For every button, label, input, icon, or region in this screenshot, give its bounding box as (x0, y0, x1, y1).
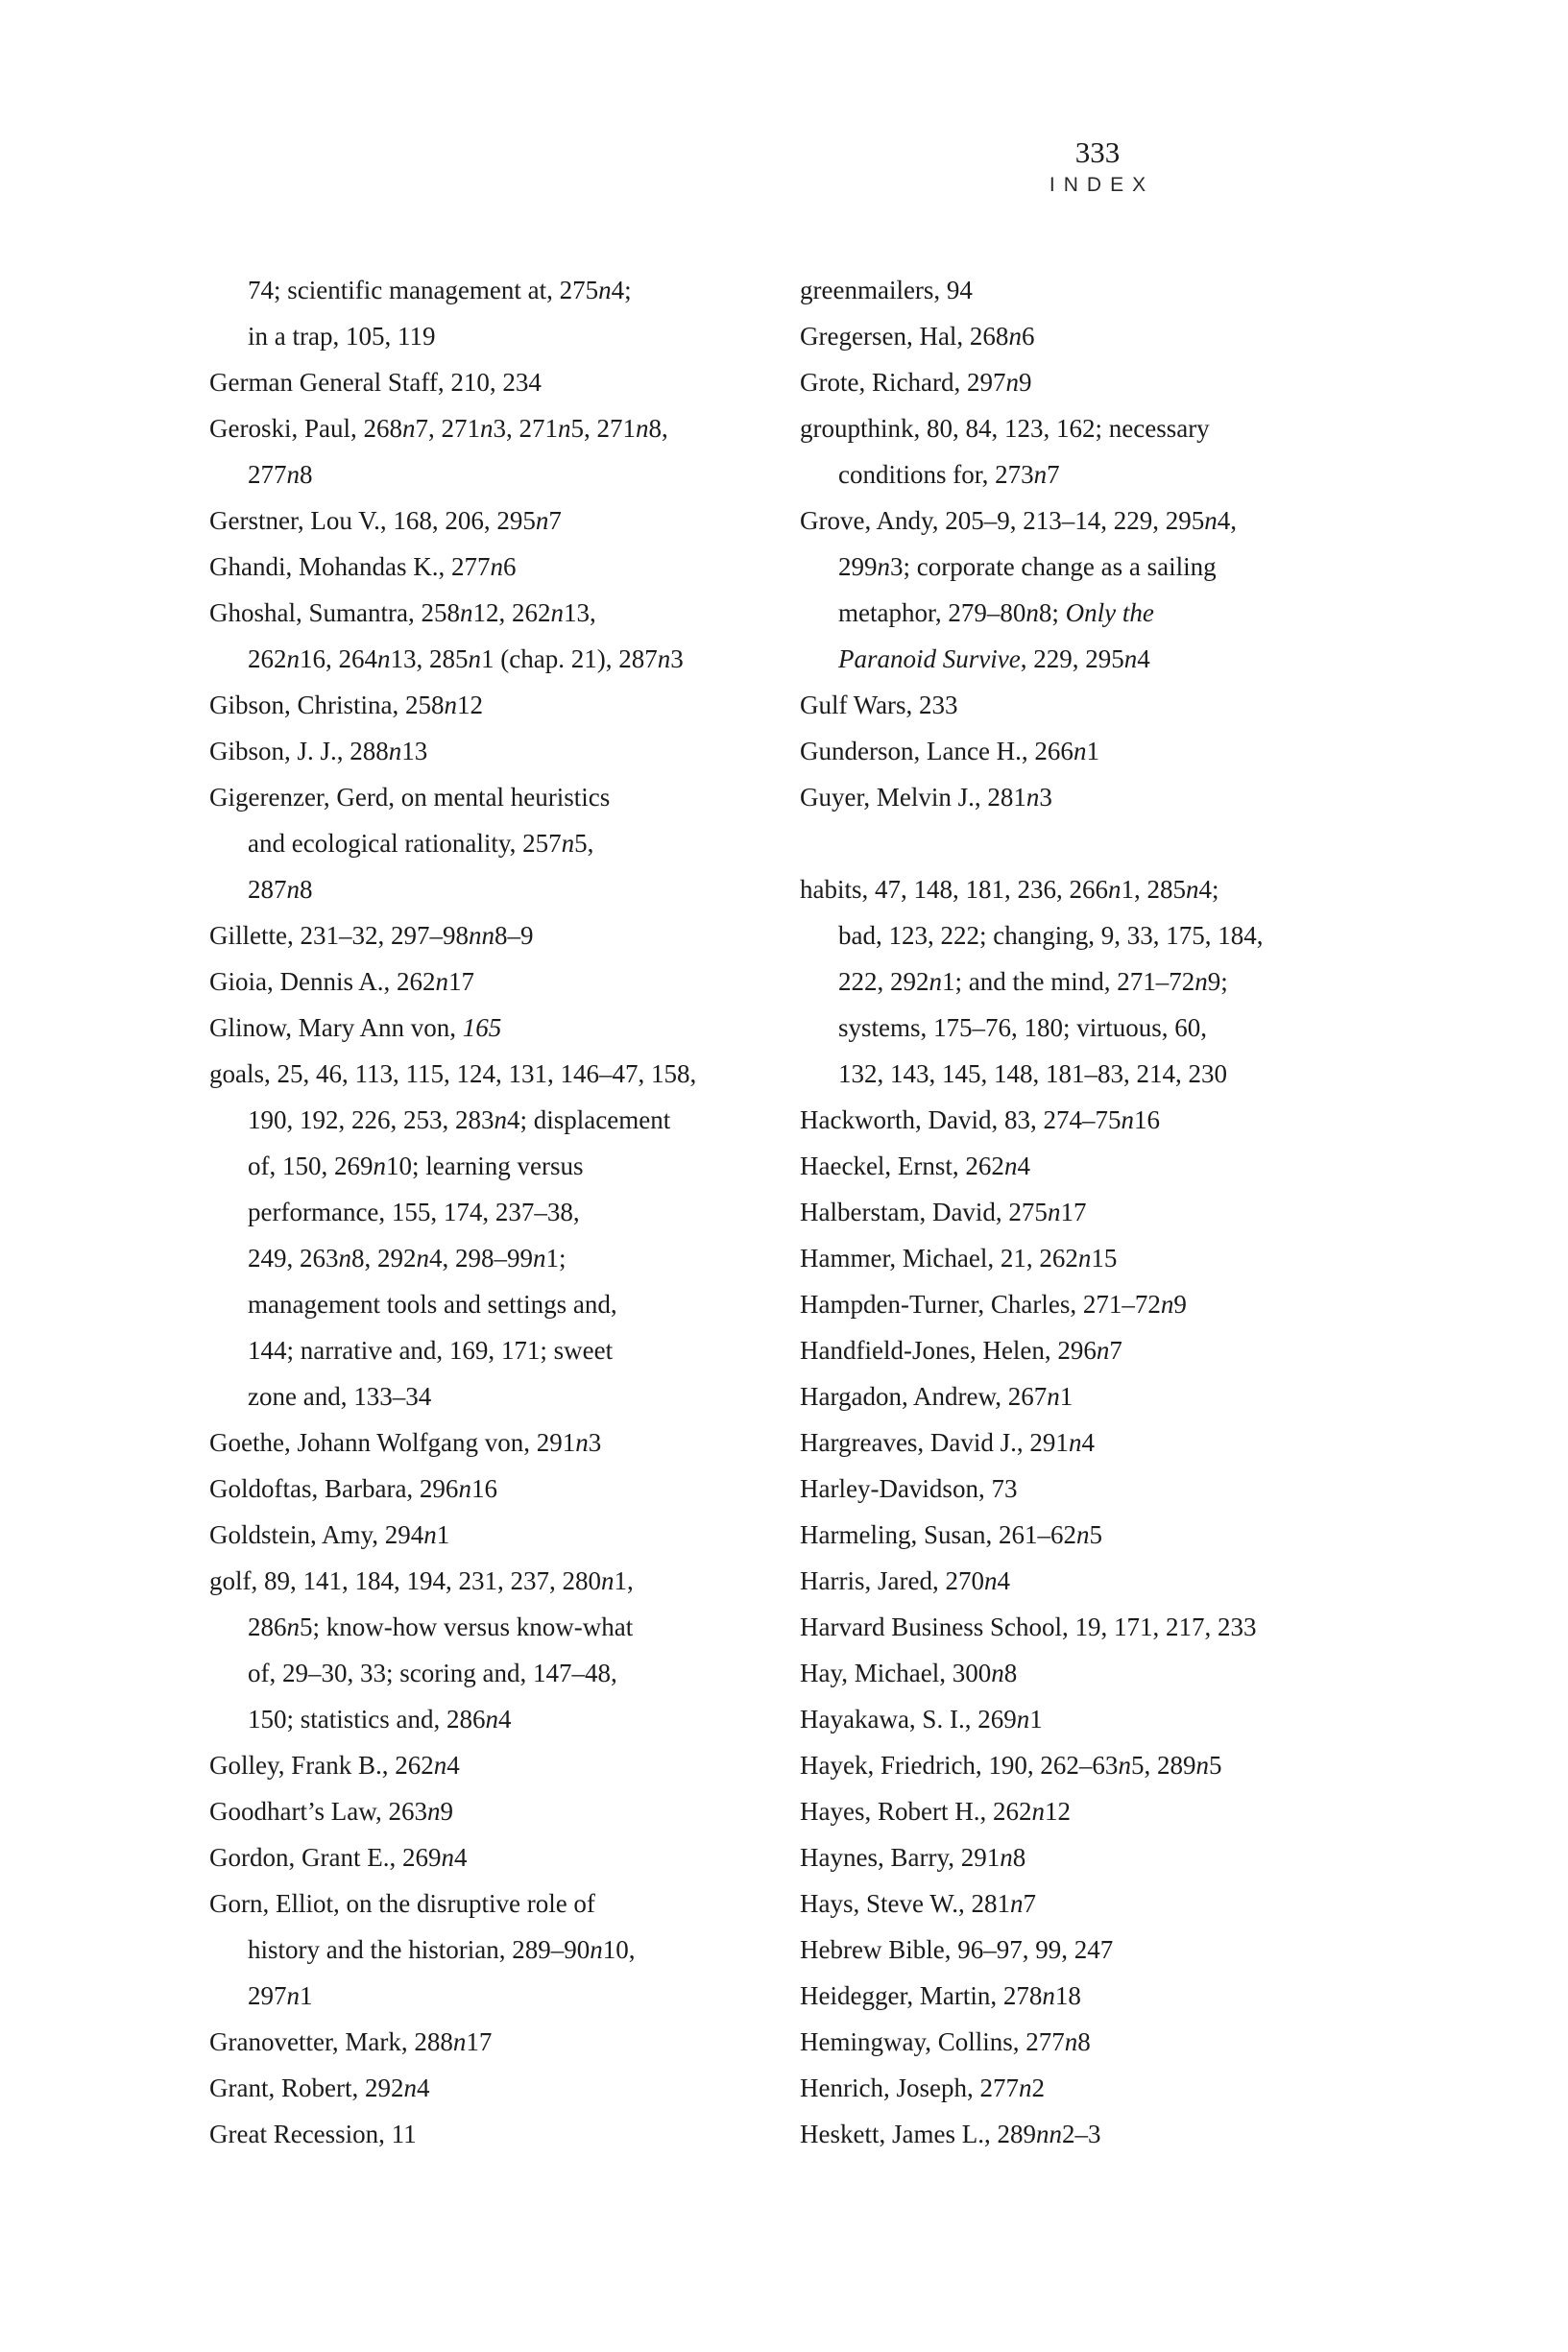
index-line: bad, 123, 222; changing, 9, 33, 175, 184, (838, 921, 1264, 950)
index-line: Hammer, Michael, 21, 262n15 (800, 1244, 1118, 1273)
index-line: history and the historian, 289–90n10, (248, 1935, 636, 1964)
index-line: Goldoftas, Barbara, 296n16 (209, 1474, 497, 1503)
index-line: Handfield-Jones, Helen, 296n7 (800, 1336, 1122, 1365)
index-line: metaphor, 279–80n8; Only the (838, 598, 1154, 627)
index-line: conditions for, 273n7 (838, 460, 1060, 489)
page-number: 333 (1074, 135, 1121, 169)
index-line: 150; statistics and, 286n4 (248, 1705, 512, 1734)
index-line: Hargadon, Andrew, 267n1 (800, 1382, 1073, 1411)
index-line: of, 29–30, 33; scoring and, 147–48, (248, 1659, 617, 1687)
index-line: Harley-Davidson, 73 (800, 1474, 1018, 1503)
index-column-left (209, 267, 790, 2157)
index-line: Harvard Business School, 19, 171, 217, 233 (800, 1612, 1257, 1641)
index-line: Grant, Robert, 292n4 (209, 2073, 430, 2102)
page-header (800, 136, 1395, 197)
index-line: Hays, Steve W., 281n7 (800, 1889, 1036, 1918)
index-line: Halberstam, David, 275n17 (800, 1198, 1087, 1226)
index-line: Gordon, Grant E., 269n4 (209, 1843, 468, 1872)
index-line: Geroski, Paul, 268n7, 271n3, 271n5, 271n8, (209, 414, 668, 443)
index-line: Guyer, Melvin J., 281n3 (800, 783, 1052, 812)
index-line: of, 150, 269n10; learning versus (248, 1152, 584, 1180)
index-line: Hebrew Bible, 96–97, 99, 247 (800, 1935, 1114, 1964)
index-line: 190, 192, 226, 253, 283n4; displacement (248, 1105, 671, 1134)
index-line: 262n16, 264n13, 285n1 (chap. 21), 287n3 (248, 644, 684, 673)
index-line: Grove, Andy, 205–9, 213–14, 229, 295n4, (800, 506, 1237, 535)
index-line: Gibson, J. J., 288n13 (209, 737, 428, 765)
index-blank-line (800, 820, 1395, 866)
index-line: Haeckel, Ernst, 262n4 (800, 1152, 1030, 1180)
index-line: Harris, Jared, 270n4 (800, 1566, 1010, 1595)
index-line: German General Staff, 210, 234 (209, 368, 542, 397)
index-line: and ecological rationality, 257n5, (248, 829, 594, 858)
index-line: 286n5; know-how versus know-what (248, 1612, 634, 1641)
index-line: Hayakawa, S. I., 269n1 (800, 1705, 1043, 1734)
index-line: Heidegger, Martin, 278n18 (800, 1981, 1081, 2010)
index-line: Gigerenzer, Gerd, on mental heuristics (209, 783, 611, 812)
index-line: 277n8 (248, 460, 313, 489)
index-line: greenmailers, 94 (800, 276, 973, 304)
index-line: Hayes, Robert H., 262n12 (800, 1797, 1071, 1826)
index-line: Gorn, Elliot, on the disruptive role of (209, 1889, 595, 1918)
index-line: Goodhart’s Law, 263n9 (209, 1797, 453, 1826)
index-line: Gulf Wars, 233 (800, 691, 958, 719)
index-line: Heskett, James L., 289nn2–3 (800, 2120, 1101, 2148)
index-line: 249, 263n8, 292n4, 298–99n1; (248, 1244, 567, 1273)
index-line: Paranoid Survive, 229, 295n4 (838, 644, 1150, 673)
index-line: systems, 175–76, 180; virtuous, 60, (838, 1013, 1208, 1042)
index-line: golf, 89, 141, 184, 194, 231, 237, 280n1, (209, 1566, 634, 1595)
index-line: 297n1 (248, 1981, 313, 2010)
index-line: Hay, Michael, 300n8 (800, 1659, 1018, 1687)
index-line: Gunderson, Lance H., 266n1 (800, 737, 1099, 765)
index-line: in a trap, 105, 119 (248, 322, 436, 351)
index-line: Hargreaves, David J., 291n4 (800, 1428, 1095, 1457)
index-line: 74; scientific management at, 275n4; (248, 276, 632, 304)
index-line: groupthink, 80, 84, 123, 162; necessary (800, 414, 1210, 443)
index-line: Harmeling, Susan, 261–62n5 (800, 1520, 1102, 1549)
index-line: Hackworth, David, 83, 274–75n16 (800, 1105, 1160, 1134)
index-line: Hayek, Friedrich, 190, 262–63n5, 289n5 (800, 1751, 1222, 1780)
index-line: Hemingway, Collins, 277n8 (800, 2027, 1091, 2056)
index-line: Gioia, Dennis A., 262n17 (209, 967, 474, 996)
index-line: Ghandi, Mohandas K., 277n6 (209, 552, 517, 581)
index-line: Gillette, 231–32, 297–98nn8–9 (209, 921, 534, 950)
index-line: Ghoshal, Sumantra, 258n12, 262n13, (209, 598, 596, 627)
index-column-right (800, 267, 1395, 2157)
index-line: 144; narrative and, 169, 171; sweet (248, 1336, 614, 1365)
index-line: Glinow, Mary Ann von, 165 (209, 1013, 502, 1042)
index-line: 287n8 (248, 875, 313, 904)
index-line: Henrich, Joseph, 277n2 (800, 2073, 1045, 2102)
index-line: Goethe, Johann Wolfgang von, 291n3 (209, 1428, 602, 1457)
index-line: Gregersen, Hal, 268n6 (800, 322, 1035, 351)
index-line: performance, 155, 174, 237–38, (248, 1198, 580, 1226)
index-line: 222, 292n1; and the mind, 271–72n9; (838, 967, 1228, 996)
index-line: goals, 25, 46, 113, 115, 124, 131, 146–47, 158, (209, 1059, 697, 1088)
index-line: Grote, Richard, 297n9 (800, 368, 1032, 397)
index-line: zone and, 133–34 (248, 1382, 432, 1411)
index-line: 299n3; corporate change as a sailing (838, 552, 1217, 581)
index-line: Granovetter, Mark, 288n17 (209, 2027, 493, 2056)
index-line: Hampden-Turner, Charles, 271–72n9 (800, 1290, 1187, 1319)
index-line: Haynes, Barry, 291n8 (800, 1843, 1026, 1872)
index-line: habits, 47, 148, 181, 236, 266n1, 285n4; (800, 875, 1219, 904)
index-line: Gibson, Christina, 258n12 (209, 691, 484, 719)
index-line: 132, 143, 145, 148, 181–83, 214, 230 (838, 1059, 1227, 1088)
running-head: INDEX (1049, 174, 1155, 196)
index-line: Goldstein, Amy, 294n1 (209, 1520, 450, 1549)
index-line: Gerstner, Lou V., 168, 206, 295n7 (209, 506, 562, 535)
index-line: management tools and settings and, (248, 1290, 617, 1319)
index-line: Great Recession, 11 (209, 2120, 417, 2148)
index-line: Golley, Frank B., 262n4 (209, 1751, 460, 1780)
